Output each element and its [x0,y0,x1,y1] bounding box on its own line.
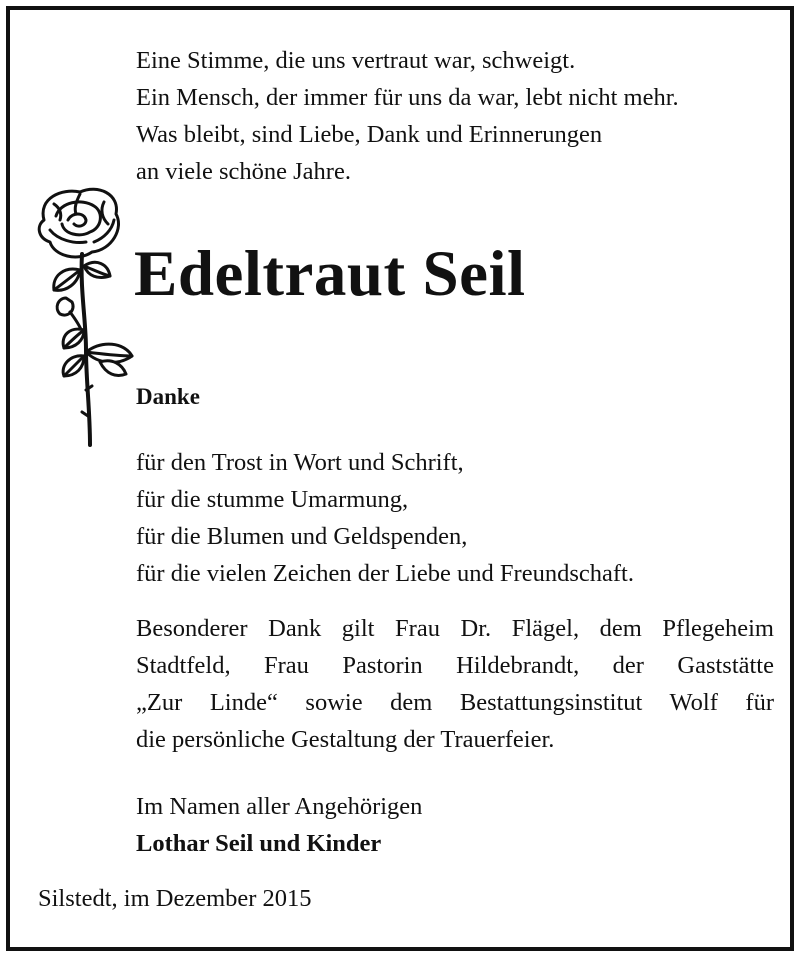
rose-icon [24,180,144,450]
poem-line: Eine Stimme, die uns vertraut war, schweigt. [136,47,576,74]
special-thanks [136,610,774,758]
special-thanks-line: Besonderer Dank gilt Frau Dr. Flägel, dem Pflegeheim [136,615,774,642]
poem-line: an viele schöne Jahre. [136,158,351,185]
thanks-heading: Danke [136,384,200,409]
thanks-line: für die stumme Umarmung, [136,486,409,513]
thanks-line: für den Trost in Wort und Schrift, [136,449,464,476]
thanks-list [136,444,634,592]
poem-line: Was bleibt, sind Liebe, Dank und Erinnerungen [136,121,603,148]
obituary-notice [6,6,794,951]
signature: Lothar Seil und Kinder [136,830,382,857]
poem [136,42,679,190]
special-thanks-line: die persönliche Gestaltung der Trauerfeier. [136,726,555,753]
closing [136,788,422,862]
thanks-line: für die Blumen und Geldspenden, [136,523,468,550]
special-thanks-line: Stadtfeld, Frau Pastorin Hildebrandt, der Gaststätte [136,652,774,679]
closing-line: Im Namen aller Angehörigen [136,793,423,820]
poem-line: Ein Mensch, der immer für uns da war, lebt nicht mehr. [136,84,679,111]
place-date: Silstedt, im Dezember 2015 [38,885,312,912]
special-thanks-line: „Zur Linde“ sowie dem Bestattungsinstitut Wolf für [136,689,774,716]
thanks-line: für die vielen Zeichen der Liebe und Freundschaft. [136,560,634,587]
deceased-name: Edeltraut Seil [134,238,526,310]
